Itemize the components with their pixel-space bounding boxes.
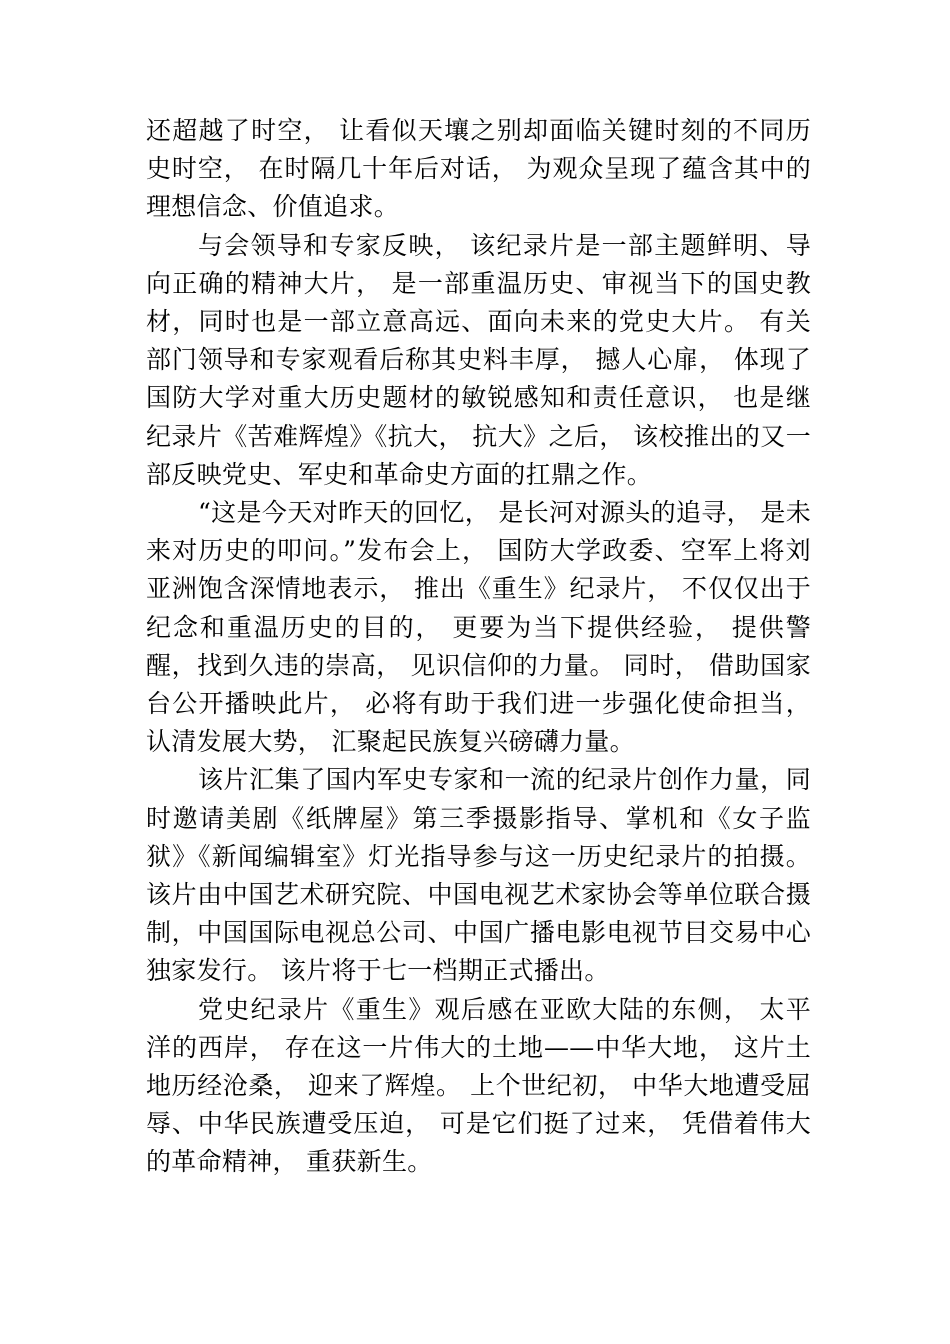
paragraph-3: “这是今天对昨天的回忆， 是长河对源头的追寻， 是未来对历史的叩问。”发布会上， 国防大学政委、空军上将刘亚洲饱含深情地表示， 推出《重生》纪录片， 不仅仅出于纪念和重温历史的目的， 更要为当下提供经验， 提供警醒，找到久违的崇高， 见识信仰的力量。 同时， 借助国家台公开播映此片， 必将有助于我们进一步强化使命担当， 认清发展大势， 汇聚起民族复兴磅礴力量。 [146,498,811,757]
paragraph-4: 该片汇集了国内军史专家和一流的纪录片创作力量，同时邀请美剧《纸牌屋》第三季摄影指导、掌机和《女子监狱》《新闻编辑室》灯光指导参与这一历史纪录片的拍摄。 该片由中国艺术研究院、中国电视艺术家协会等单位联合摄制，中国国际电视总公司、中国广播电影电视节目交易中心独家发行。 该片将于七一档期正式播出。 [146,765,811,986]
paragraph-5: 党史纪录片《重生》观后感在亚欧大陆的东侧， 太平洋的西岸， 存在这一片伟大的土地——中华大地， 这片土地历经沧桑， 迎来了辉煌。 上个世纪初， 中华大地遭受屈辱、中华民族遭受压迫， 可是它们挺了过来， 凭借着伟大的革命精神， 重获新生。 [146,994,811,1177]
paragraph-1: 还超越了时空， 让看似天壤之别却面临关键时刻的不同历史时空， 在时隔几十年后对话， 为观众呈现了蕴含其中的理想信念、价值追求。 [146,116,811,222]
document-body [146,112,811,1182]
paragraph-2: 与会领导和专家反映， 该纪录片是一部主题鲜明、导向正确的精神大片， 是一部重温历史、审视当下的国史教材，同时也是一部立意高远、面向未来的党史大片。 有关部门领导和专家观看后称其史料丰厚， 撼人心扉， 体现了国防大学对重大历史题材的敏锐感知和责任意识， 也是继纪录片《苦难辉煌》《抗大， 抗大》之后， 该校推出的又一部反映党史、军史和革命史方面的扛鼎之作。 [146,230,811,489]
